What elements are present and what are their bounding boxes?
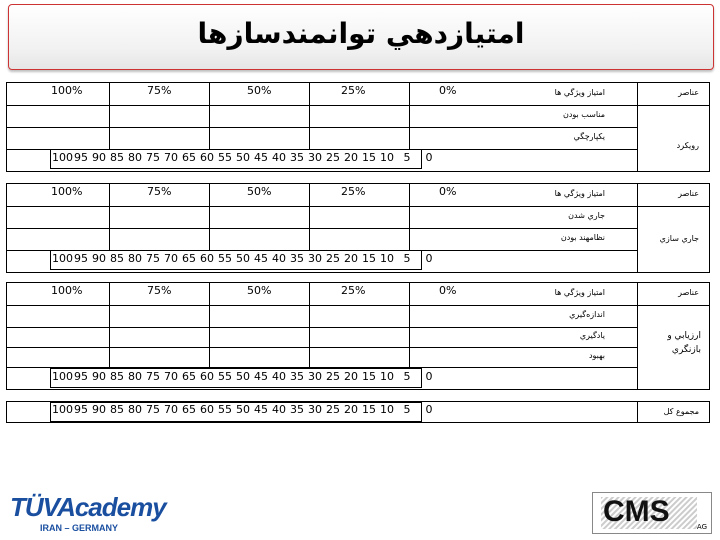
- category-label: جاري سازي: [659, 234, 699, 243]
- percent-25: 25%: [341, 185, 366, 198]
- scale-numbers: 100 95 90 85 80 75 70 65 60 55 50 45 40 35 30 25 20 15 10 5 0: [52, 403, 433, 416]
- header-scores: امتياز ويژگي ها: [554, 88, 605, 97]
- percent-0: 0%: [439, 185, 457, 198]
- percent-0: 0%: [439, 284, 457, 297]
- header-items: عناصر: [678, 88, 699, 97]
- cms-logo-text: CMS: [603, 495, 670, 528]
- scale-numbers: 100 95 90 85 80 75 70 65 60 55 50 45 40 35 30 25 20 15 10 5 0: [52, 151, 433, 164]
- percent-75: 75%: [147, 185, 172, 198]
- percent-75: 75%: [147, 84, 172, 97]
- logo-sub-text: IRAN – GERMANY: [40, 523, 119, 533]
- scale-numbers: 100 95 90 85 80 75 70 65 60 55 50 45 40 35 30 25 20 15 10 5 0: [52, 252, 433, 265]
- percent-25: 25%: [341, 284, 366, 297]
- total-label: مجموع كل: [663, 407, 699, 416]
- title-banner: [8, 4, 714, 70]
- row-label: يكپارچگي: [573, 132, 605, 141]
- percent-50: 50%: [247, 84, 272, 97]
- cms-logo-suffix: AG: [696, 523, 707, 531]
- header-scores: امتياز ويژگي ها: [554, 189, 605, 198]
- row-label: يادگيري: [579, 331, 605, 340]
- page-title: امتيازدهي توانمندسازها: [197, 17, 525, 50]
- percent-50: 50%: [247, 284, 272, 297]
- header-items: عناصر: [678, 288, 699, 297]
- cms-logo: [592, 492, 712, 534]
- row-label: نظامهند بودن: [560, 233, 605, 242]
- row-label: مناسب بودن: [562, 110, 605, 119]
- category-label: ارزيابي و بازنگري: [667, 331, 701, 355]
- percent-100: 100%: [51, 185, 83, 198]
- percent-100: 100%: [51, 84, 83, 97]
- row-label: جاري شدن: [568, 211, 605, 220]
- row-label: اندازه‌گيري: [569, 310, 605, 319]
- percent-0: 0%: [439, 84, 457, 97]
- row-label: بهبود: [588, 351, 605, 360]
- logo-main-text: TÜVAcademy: [10, 492, 166, 522]
- header-scores: امتياز ويژگي ها: [554, 288, 605, 297]
- header-items: عناصر: [678, 189, 699, 198]
- percent-25: 25%: [341, 84, 366, 97]
- tuv-academy-logo: [10, 492, 166, 533]
- percent-50: 50%: [247, 185, 272, 198]
- percent-100: 100%: [51, 284, 83, 297]
- scale-numbers: 100 95 90 85 80 75 70 65 60 55 50 45 40 35 30 25 20 15 10 5 0: [52, 370, 433, 383]
- category-label: رويكرد: [676, 141, 699, 150]
- percent-75: 75%: [147, 284, 172, 297]
